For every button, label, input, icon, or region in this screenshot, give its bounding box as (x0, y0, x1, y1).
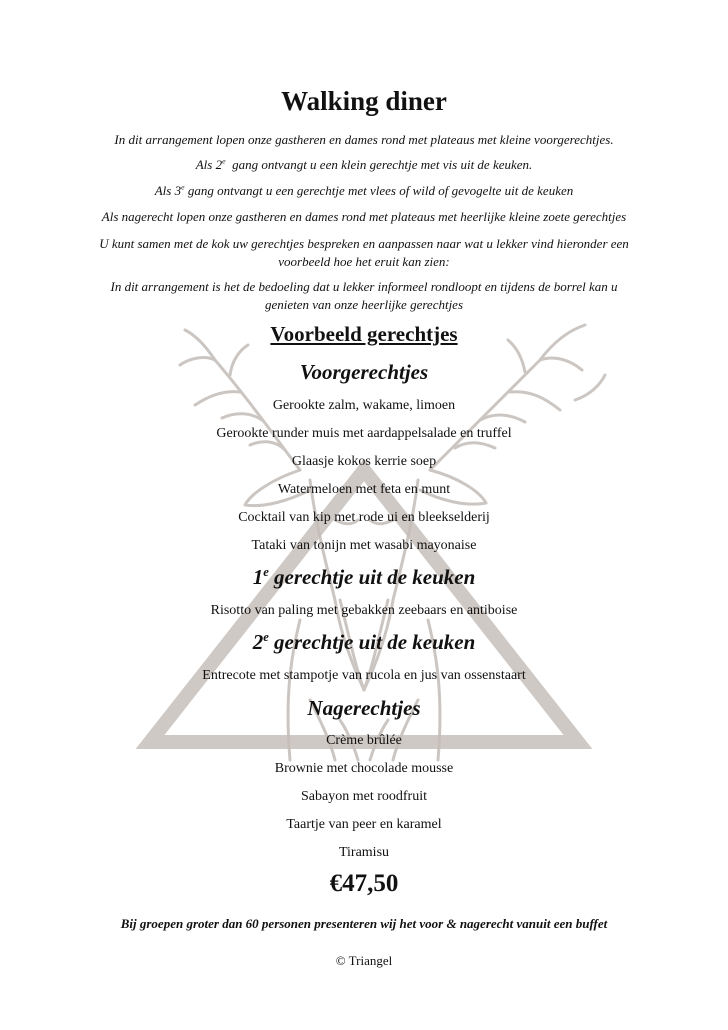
intro-line-chef: U kunt samen met de kok uw gerechtjes bespreken en aanpassen naar wat u lekker vind hieronder een voorbeeld hoe het eruit kan zien: (99, 236, 629, 269)
intro-line-fish-sup: e (222, 156, 226, 166)
course-second-sup: e (263, 630, 269, 644)
intro-line-fish (90, 156, 638, 174)
course-second-num: 2 (252, 630, 264, 654)
dish-item: Taartje van peer en karamel (286, 817, 442, 832)
course-title-first (0, 565, 728, 590)
intro-line-fish-text: gang ontvangt u een klein gerechtje met vis uit de keuken. (232, 157, 533, 172)
dish-item: Cocktail van kip met rode ui en bleekselderij (238, 510, 490, 525)
dish-item: Risotto van paling met gebakken zeebaars en antiboise (210, 603, 518, 618)
course-title-starters: Voorgerechtjes (299, 360, 429, 384)
course-title-second (0, 630, 728, 655)
course-second-text: gerechtje uit de keuken (268, 630, 476, 654)
intro-line-fish-lead: Als 2 (195, 157, 223, 172)
dish-item: Tiramisu (338, 845, 390, 860)
course-first-text: gerechtje uit de keuken (268, 565, 476, 589)
intro-line-starters: In dit arrangement lopen onze gastheren en dames rond met plateaus met kleine voorgerechtjes. (114, 132, 614, 147)
dish-item: Entrecote met stampotje van rucola en jus van ossenstaart (202, 668, 526, 683)
intro-line-meat-sup: e (181, 182, 185, 192)
intro-line-dessert: Als nagerecht lopen onze gastheren en dames rond met plateaus met heerlijke kleine zoete gerechtjes (101, 209, 627, 224)
course-first-sup: e (263, 565, 269, 579)
dish-item: Gerookte zalm, wakame, limoen (272, 398, 456, 413)
intro-line-meat (90, 182, 638, 200)
dish-item: Glaasje kokos kerrie soep (291, 454, 437, 469)
dish-item: Gerookte runder muis met aardappelsalade en truffel (216, 426, 512, 441)
copyright: © Triangel (335, 953, 393, 968)
dish-item: Tataki van tonijn met wasabi mayonaise (251, 538, 477, 553)
dish-item: Sabayon met roodfruit (301, 789, 427, 804)
course-first-num: 1 (252, 565, 264, 589)
dish-item: Crème brûlée (326, 733, 402, 748)
dish-item: Brownie met chocolade mousse (274, 761, 454, 776)
course-title-desserts: Nagerechtjes (307, 696, 421, 720)
group-buffet-note: Bij groepen groter dan 60 personen presenteren wij het voor & nagerecht vanuit een buffet (120, 916, 608, 931)
section-title: Voorbeeld gerechtjes (270, 322, 458, 346)
price: €47,50 (329, 870, 399, 897)
intro-line-meat-text: gang ontvangt u een gerechtje met vlees of wild of gevogelte uit de keuken (187, 183, 574, 198)
dish-item: Watermeloen met feta en munt (277, 482, 451, 497)
intro-line-informal: In dit arrangement is het de bedoeling dat u lekker informeel rondloopt en tijdens de borrel kan u genieten van onze heerlijke gerechtjes (110, 279, 618, 312)
intro-line-meat-lead: Als 3 (154, 183, 182, 198)
page-title: Walking diner (281, 86, 447, 116)
